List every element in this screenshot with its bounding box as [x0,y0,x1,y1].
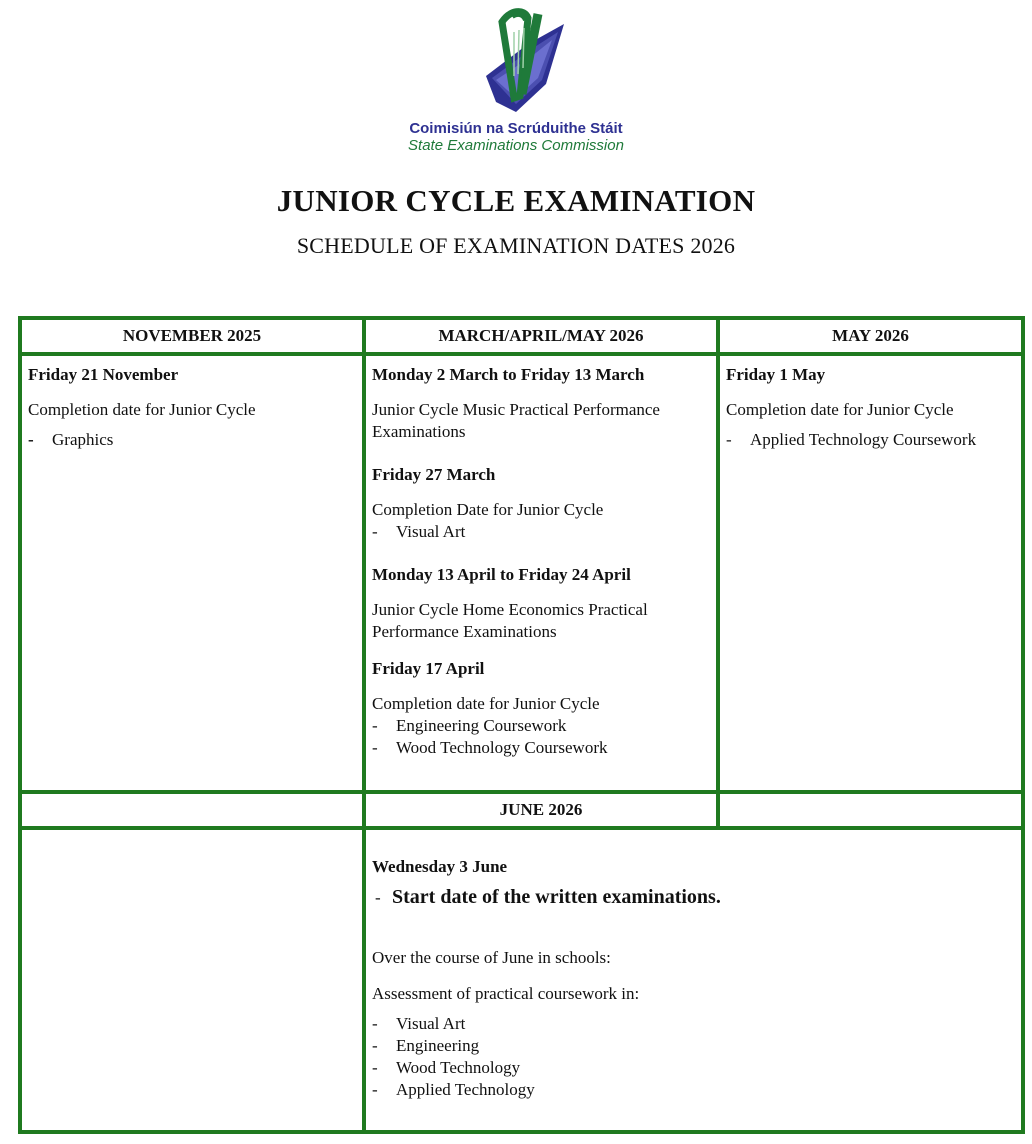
event-description: Junior Cycle Home Economics Practical Performance Examinations [372,600,648,641]
assessment-note: Assessment of practical coursework in: [372,984,640,1003]
header-november-2025 [18,316,366,356]
event-date: Wednesday 3 June [372,857,508,876]
event-date: Monday 2 March to Friday 13 March [372,365,645,384]
header-label: MARCH/APRIL/MAY 2026 [438,326,644,345]
list-item: - Graphics [28,430,114,449]
header-june-2026 [362,790,720,830]
event-description: Completion Date for Junior Cycle [372,500,604,519]
harp-book-icon [466,6,566,118]
org-name-english: State Examinations Commission [408,137,624,154]
course-note: Over the course of June in schools: [372,948,611,967]
event-date: Friday 17 April [372,659,485,678]
march-april-may-cell [362,352,720,794]
list-item: - Wood Technology Coursework [372,738,608,757]
june-cell [362,826,1025,1134]
header-label: JUNE 2026 [499,800,583,819]
header-may-2026 [716,316,1025,356]
list-item: - Applied Technology [372,1080,535,1099]
event-description: Completion date for Junior Cycle [726,400,954,419]
event-date: Friday 1 May [726,365,826,384]
list-item: - Engineering Coursework [372,716,567,735]
event-date: Monday 13 April to Friday 24 April [372,565,631,584]
event-date: Friday 21 November [28,365,179,384]
header-label: NOVEMBER 2025 [122,326,262,345]
empty-header-right [716,790,1025,830]
page-title: JUNIOR CYCLE EXAMINATION [276,183,756,218]
empty-june-left-cell [18,826,366,1134]
item-list [372,1013,1015,1101]
list-item: - Engineering [372,1036,480,1055]
org-name-irish: Coimisiún na Scrúduithe Stáit [409,120,623,137]
item-list [372,521,710,543]
start-date-text: Start date of the written examinations. [392,886,721,908]
header-label: MAY 2026 [832,326,909,345]
empty-header-left [18,790,366,830]
list-item: - Wood Technology [372,1058,521,1077]
list-item: - Visual Art [372,1014,466,1033]
event-date: Friday 27 March [372,465,496,484]
november-cell [18,352,366,794]
start-date-line: - Start date of the written examinations. [375,886,721,908]
may-cell [716,352,1025,794]
item-list [28,429,356,451]
sec-logo [0,6,1032,154]
page-subtitle: SCHEDULE OF EXAMINATION DATES 2026 [296,233,736,258]
item-list [372,715,710,759]
list-item: - Visual Art [372,522,466,541]
header-march-april-may-2026 [362,316,720,356]
list-item: - Applied Technology Coursework [726,430,977,449]
event-description: Junior Cycle Music Practical Performance Examinations [372,400,660,441]
event-description: Completion date for Junior Cycle [28,400,256,419]
event-description: Completion date for Junior Cycle [372,694,600,713]
item-list [726,429,1015,451]
